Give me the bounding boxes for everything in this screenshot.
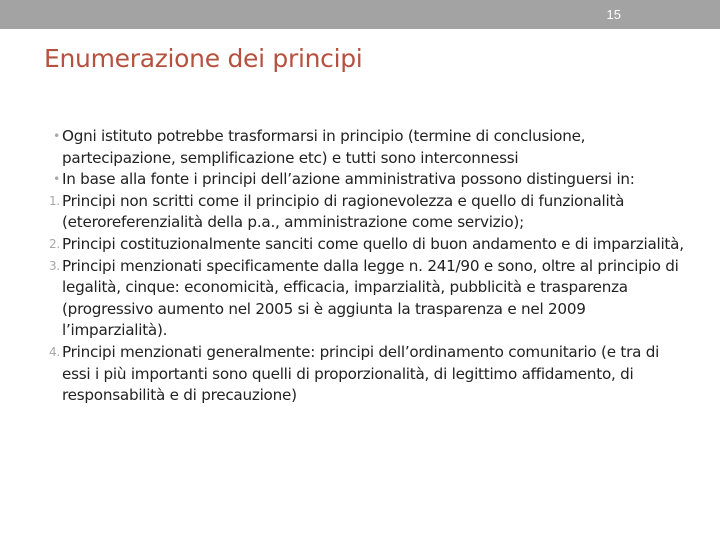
list-item-bullet-2: [42, 169, 690, 191]
list-item-text: Principi menzionati specificamente dalla legge n. 241/90 e sono, oltre al principio di legalità, cinque: economicità, efficacia, imparzialità, pubblicità e trasparenza (progressivo aumento nel 2005 si è aggiunta la trasparenza e nel 2009 l’imparzialità).: [62, 256, 679, 340]
number-marker: 4.: [49, 344, 60, 359]
top-bar: [0, 0, 720, 29]
number-marker: 3.: [49, 258, 60, 273]
number-marker: 2.: [49, 236, 60, 251]
list-item-text: Principi non scritti come il principio di ragionevolezza e quello di funzionalità (eteroreferenzialità della p.a., amministrazione come servizio);: [62, 191, 625, 232]
list-item-text: Principi menzionati generalmente: principi dell’ordinamento comunitario (e tra di essi i più importanti sono quelli di proporzionalità, di legittimo affidamento, di responsabilità e di precauzione): [62, 342, 660, 405]
content-list: [42, 126, 690, 407]
list-item-text: Principi costituzionalmente sanciti come quello di buon andamento e di imparzialità,: [62, 234, 684, 253]
slide-title: Enumerazione dei principi: [44, 44, 363, 73]
list-item-numbered-1: [42, 191, 690, 234]
number-marker: 1.: [49, 193, 60, 208]
list-item-bullet-1: [42, 126, 690, 169]
list-item-numbered-3: [42, 256, 690, 342]
bullet-marker: •: [53, 129, 60, 143]
list-item-text: Ogni istituto potrebbe trasformarsi in principio (termine di conclusione, partecipazione, semplificazione etc) e tutti sono interconnessi: [62, 127, 586, 167]
bullet-marker: •: [53, 172, 60, 187]
slide-number: 15: [606, 7, 621, 22]
list-item-numbered-2: [42, 234, 690, 256]
list-item-text: In base alla fonte i principi dell’azione amministrativa possono distinguersi in:: [62, 170, 635, 189]
list-item-numbered-4: [42, 342, 690, 407]
